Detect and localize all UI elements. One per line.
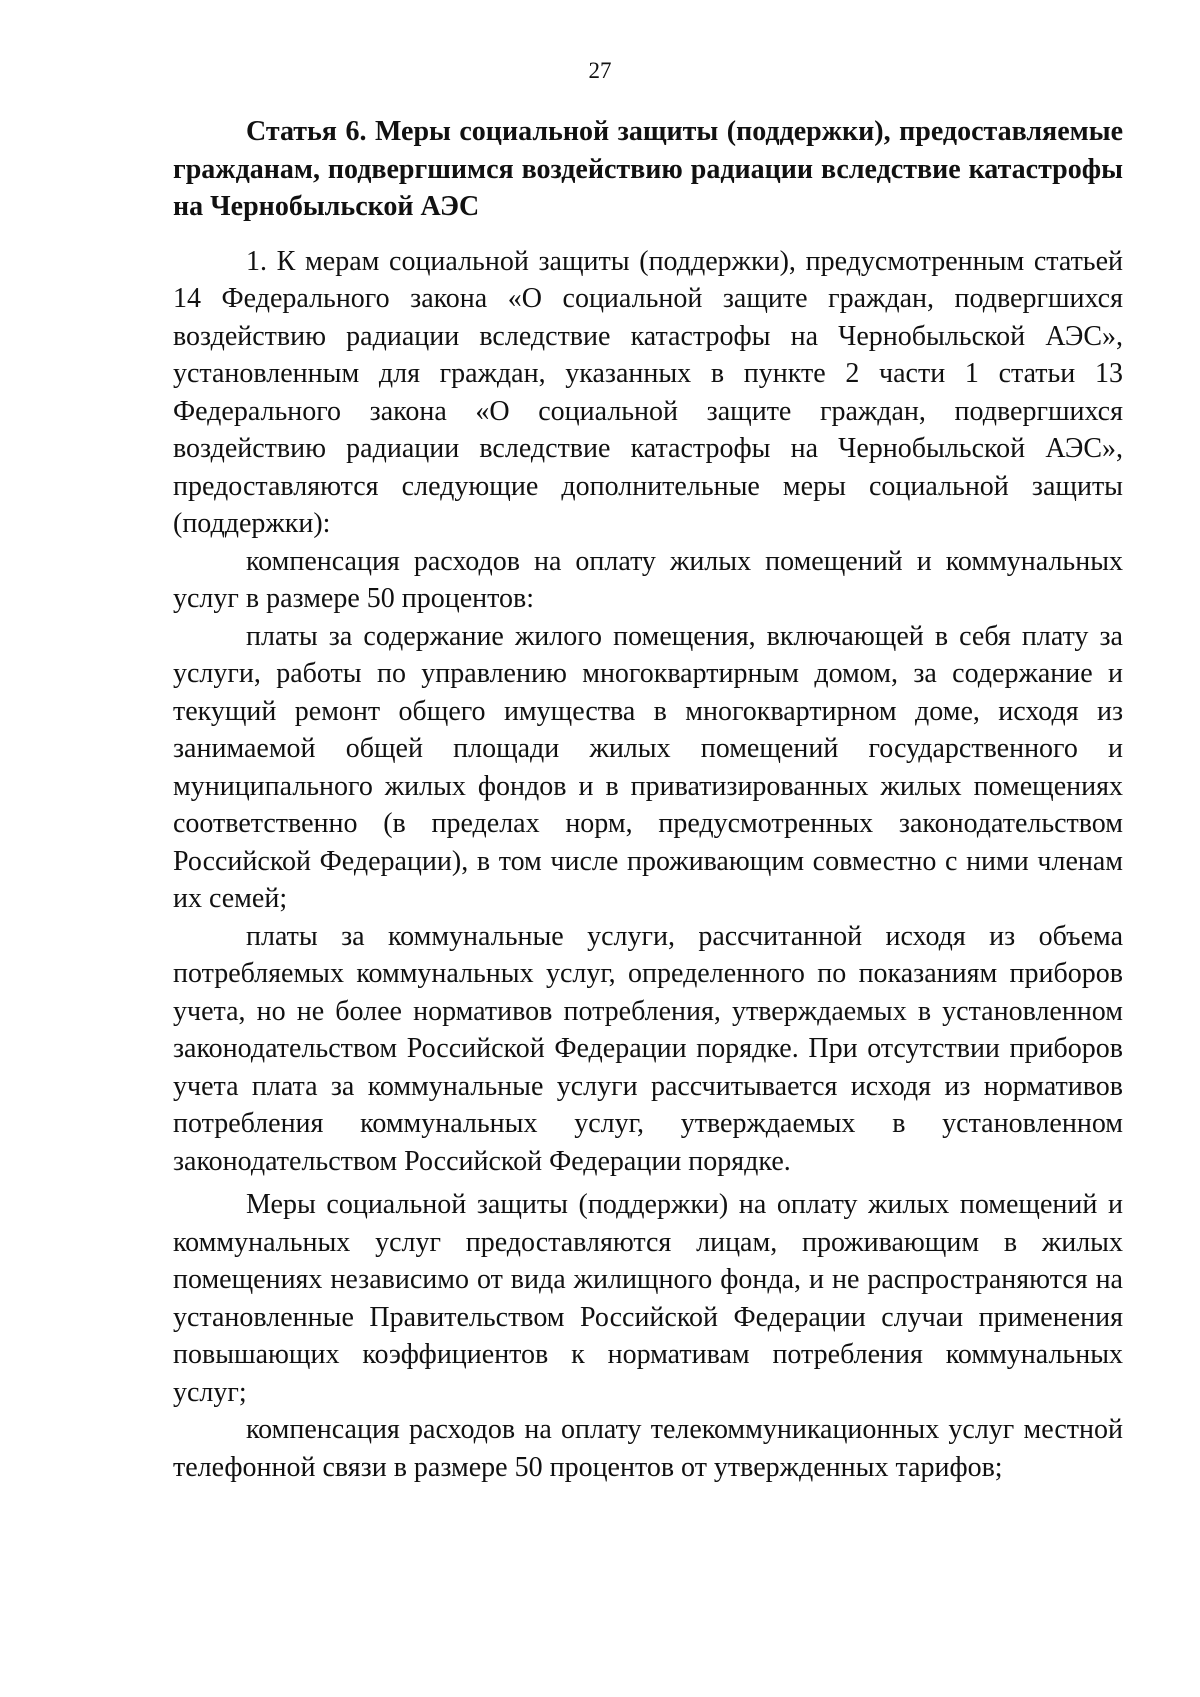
paragraph-telephone-compensation: компенсация расходов на оплату телекоммуникационных услуг местной телефонной связи в размере 50 процентов от утвержденных тарифов; [173, 1414, 1123, 1483]
paragraph-compensation-housing: компенсация расходов на оплату жилых помещений и коммунальных услуг в размере 50 процентов: [173, 545, 1123, 614]
paragraph-item-1: 1. К мерам социальной защиты (поддержки), предусмотренным статьей 14 Федерального закона «О социальной защите граждан, подвергшихся воздействию радиации вследствие катастрофы на Чернобыльской АЭС», установленным для граждан, указанных в пункте 2 части 1 статьи 13 Федерального закона «О социальной защите граждан, подвергшихся воздействию радиации вследствие катастрофы на Чернобыльской АЭС», предоставляются следующие дополнительные меры социальной защиты (поддержки): [173, 245, 1123, 539]
paragraph-housing-maintenance-fee: платы за содержание жилого помещения, включающей в себя плату за услуги, работы по управлению многоквартирным домом, за содержание и текущий ремонт общего имущества в многоквартирном доме, исходя из занимаемой общей площади жилых помещений государственного и муниципального жилых фондов и в приватизированных жилых помещениях соответственно (в пределах норм, предусмотренных законодательством Российской Федерации), в том числе проживающим совместно с ними членам их семей; [173, 620, 1123, 914]
article-title: Статья 6. Меры социальной защиты (поддержки), предоставляемые гражданам, подвергшимся воздействию радиации вследствие катастрофы на Чернобыльской АЭС [173, 116, 1123, 222]
paragraph-support-scope: Меры социальной защиты (поддержки) на оплату жилых помещений и коммунальных услуг предоставляются лицам, проживающим в жилых помещениях независимо от вида жилищного фонда, и не распространяются на установленные Правительством Российской Федерации случаи применения повышающих коэффициентов к нормативам потребления коммунальных услуг; [173, 1189, 1123, 1408]
paragraph-utility-fee: платы за коммунальные услуги, рассчитанной исходя из объема потребляемых коммунальных услуг, определенного по показаниям приборов учета, но не более нормативов потребления, утверждаемых в установленном законодательством Российской Федерации порядке. При отсутствии приборов учета плата за коммунальные услуги рассчитывается исходя из нормативов потребления коммунальных услуг, утверждаемых в установленном законодательством Российской Федерации порядке. [173, 920, 1123, 1177]
document-body [173, 113, 1123, 1486]
page-number: 27 [588, 58, 612, 83]
